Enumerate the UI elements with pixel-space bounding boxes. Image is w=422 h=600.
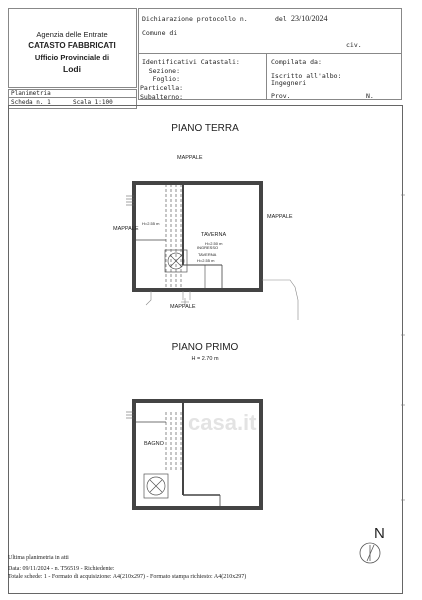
first-floor-height: H = 2.70 m [191, 356, 219, 362]
taverna-label: TAVERNA [201, 232, 227, 238]
first-fan-unit [144, 474, 168, 498]
corridor-height: H=2.55 m [142, 221, 160, 226]
north-letter: N [374, 525, 385, 542]
footer-totals-line: Totale schede: 1 - Formato di acquisizione: A4(210x297) - Formato stampa richiesto: A4(210x297) [8, 574, 247, 580]
sezione-label: Sezione: [148, 67, 180, 75]
comune-label: Comune di [142, 29, 178, 37]
date-label: del [275, 15, 287, 23]
footer-data-line: Data: 09/11/2024 - n. T56519 - Richiedente: [8, 566, 115, 572]
compiler-title: Compilata da: [271, 58, 322, 66]
bagno-label: BAGNO [144, 441, 164, 447]
mappale-left: MAPPALE [113, 226, 139, 232]
ground-outer-walls [134, 183, 261, 290]
agency-dept: CATASTO FABBRICATI [28, 41, 116, 50]
ingresso-label: INGRESSO [197, 245, 219, 250]
protocol-label: Dichiarazione protocollo n. [142, 15, 248, 23]
sheet-scheda: Scheda n. 1 [11, 99, 51, 106]
agency-office: Ufficio Provinciale di [34, 53, 110, 62]
first-floor-title: PIANO PRIMO [171, 342, 239, 353]
n-label: N. [366, 92, 374, 100]
agency-name: Agenzia delle Entrate [36, 30, 108, 39]
ingresso-height: H=2.55 m [197, 258, 215, 263]
last-plan-note: Ultima planimetria in atti [8, 555, 69, 561]
albo-label: Iscritto all'albo: [271, 72, 342, 80]
agency-city: Lodi [63, 64, 81, 74]
particella-label: Particella: [140, 84, 184, 92]
sheet-scale: Scala 1:100 [73, 99, 113, 106]
ingresso-sub: TAVERNA [198, 252, 217, 257]
sheet-type: Planimetria [11, 90, 51, 97]
foglio-label: Foglio: [152, 75, 180, 83]
mappale-top: MAPPALE [177, 155, 203, 161]
civ-label: civ. [346, 41, 362, 49]
mappale-bottom: MAPPALE [170, 304, 196, 310]
taverna-height: H=2.50 m [205, 241, 223, 246]
declaration-date: 23/10/2024 [291, 14, 328, 23]
albo-value: Ingegneri [271, 79, 307, 87]
subalterno-label: Subalterno: [140, 93, 184, 101]
ground-floor-plan [134, 183, 261, 290]
casa-watermark: casa.it [188, 410, 257, 435]
ground-floor-title: PIANO TERRA [171, 123, 239, 134]
mappale-right: MAPPALE [267, 214, 293, 220]
prov-label: Prov. [271, 92, 291, 100]
cadastral-title: Identificativi Catastali: [142, 58, 240, 66]
north-arrow-symbol [360, 543, 380, 563]
